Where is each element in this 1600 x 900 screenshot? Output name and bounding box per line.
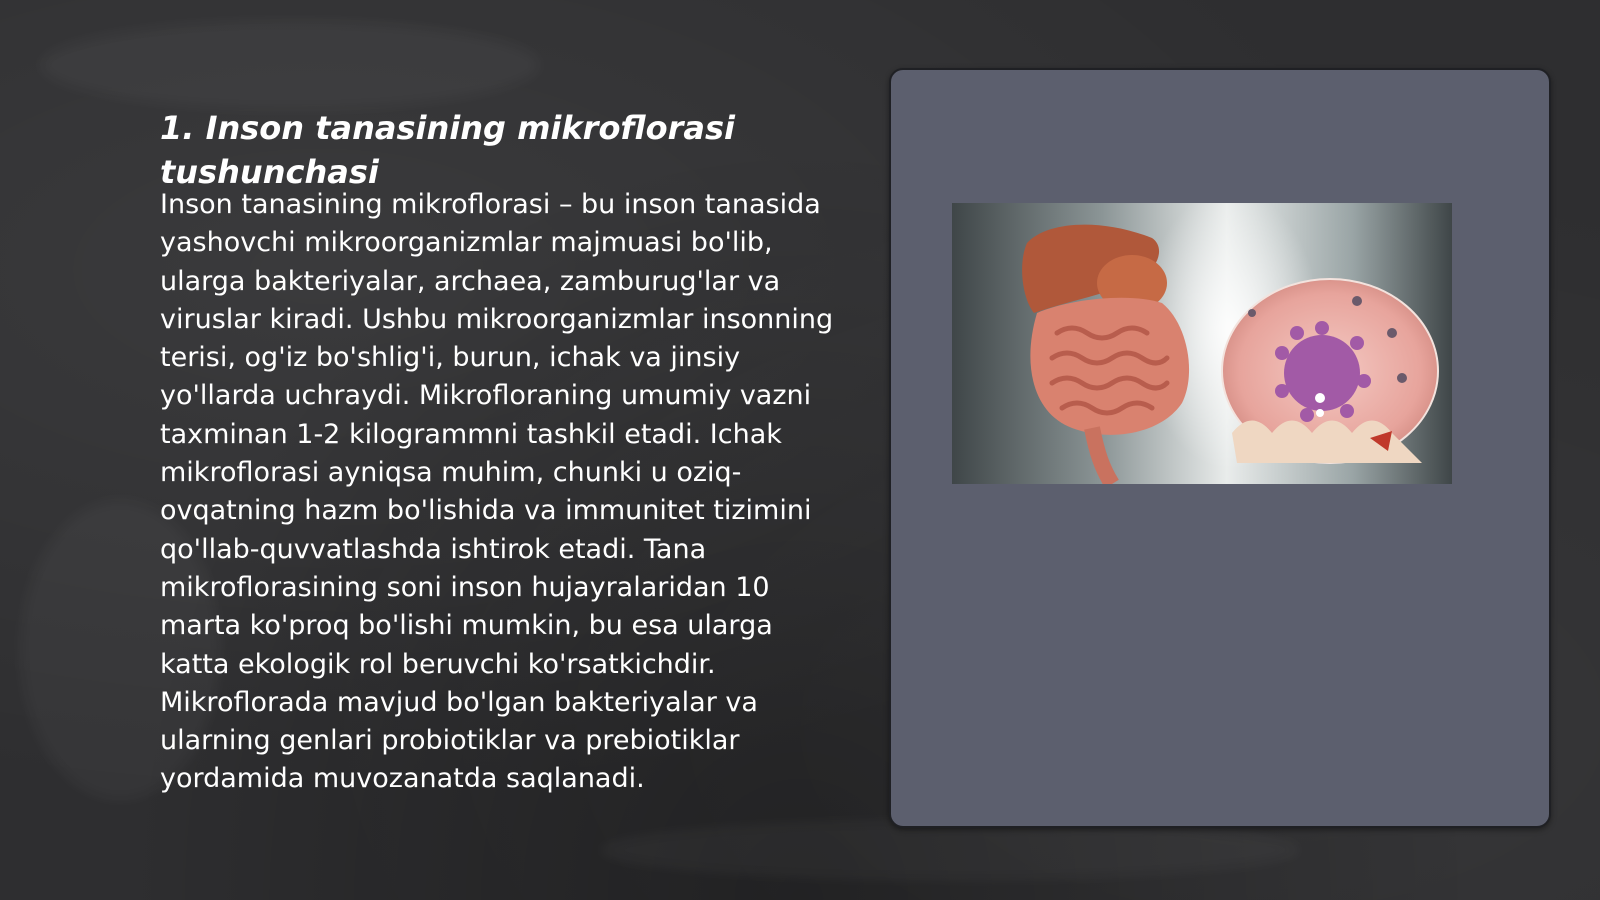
chalkboard-texture bbox=[600, 820, 1300, 880]
slide-title: 1. Inson tanasining mikroflorasi tushunchasi bbox=[160, 109, 735, 191]
slide-body-text: Inson tanasining mikroflorasi – bu inson tanasida yashovchi mikroorganizmlar majmuasi bo'lib, ularga bakteriyalar, archaea, zamburug'lar va viruslar kiradi. Ushbu mikroorganizmlar insonning terisi, og'iz bo'shlig'i, burun, ichak va jinsiy yo'llarda uchraydi. Mikrofloraning umumiy vazni taxminan 1-2 kilogrammni tashkil etadi. Ichak mikroflorasi ayniqsa muhim, chunki u oziq-ovqatning hazm bo'lishida va immunitet tizimini qo'llab-quvvatlashda ishtirok etadi. Tana mikroflorasining soni inson hujayralaridan 10 marta ko'proq bo'lishi mumkin, bu esa ularga katta ekologik rol beruvchi ko'rsatkichdir. Mikroflorada mavjud bo'lgan bakteriyalar va ularning genlari probiotiklar va prebiotiklar yordamida muvozanatda saqlanadi. bbox=[160, 189, 834, 795]
chalkboard-texture bbox=[40, 20, 540, 110]
image-panel bbox=[889, 68, 1551, 828]
digestive-system-illustration bbox=[952, 203, 1452, 484]
